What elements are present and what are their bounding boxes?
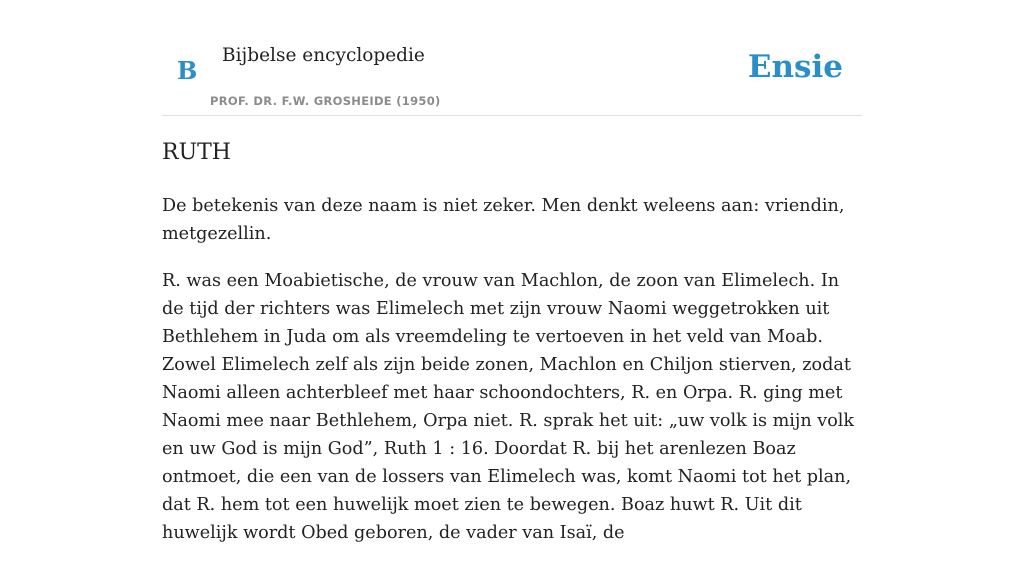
article-paragraph-2: R. was een Moabietische, de vrouw van Machlon, de zoon van Elimelech. In de tijd der richters was Elimelech met zijn vrouw Naomi weggetrokken uit Bethlehem in Juda om als vreemdeling te vertoeven in het veld van Moab. Zowel Elimelech zelf als zijn beide zonen, Machlon en Chiljon stierven, zodat Naomi alleen achterbleef met haar schoondochters, R. en Orpa. R. ging met Naomi mee naar Bethlehem, Orpa niet. R. sprak het uit: „uw volk is mijn volk en uw God is mijn God”, Ruth 1 : 16. Doordat R. bij het arenlezen Boaz ontmoet, die een van de lossers van Elimelech was, komt Naomi tot het plan, dat R. hem tot een huwelijk moet zien te bewegen. Boaz huwt R. Uit dit huwelijk wordt Obed geboren, de vader van Isaï, de	[162, 271, 855, 543]
article-paragraph-1: De betekenis van deze naam is niet zeker. Men denkt weleens aan: vriendin, metgezellin.	[162, 196, 845, 244]
book-logo-icon[interactable]: B	[177, 56, 198, 85]
site-logo-link[interactable]: Ensie	[747, 49, 843, 85]
book-author: PROF. DR. F.W. GROSHEIDE (1950)	[210, 94, 441, 108]
article-title: RUTH	[162, 140, 231, 165]
page-container	[162, 0, 862, 543]
page-header	[162, 0, 862, 116]
article-body	[162, 192, 862, 566]
book-title-link[interactable]: Bijbelse encyclopedie	[222, 45, 425, 66]
